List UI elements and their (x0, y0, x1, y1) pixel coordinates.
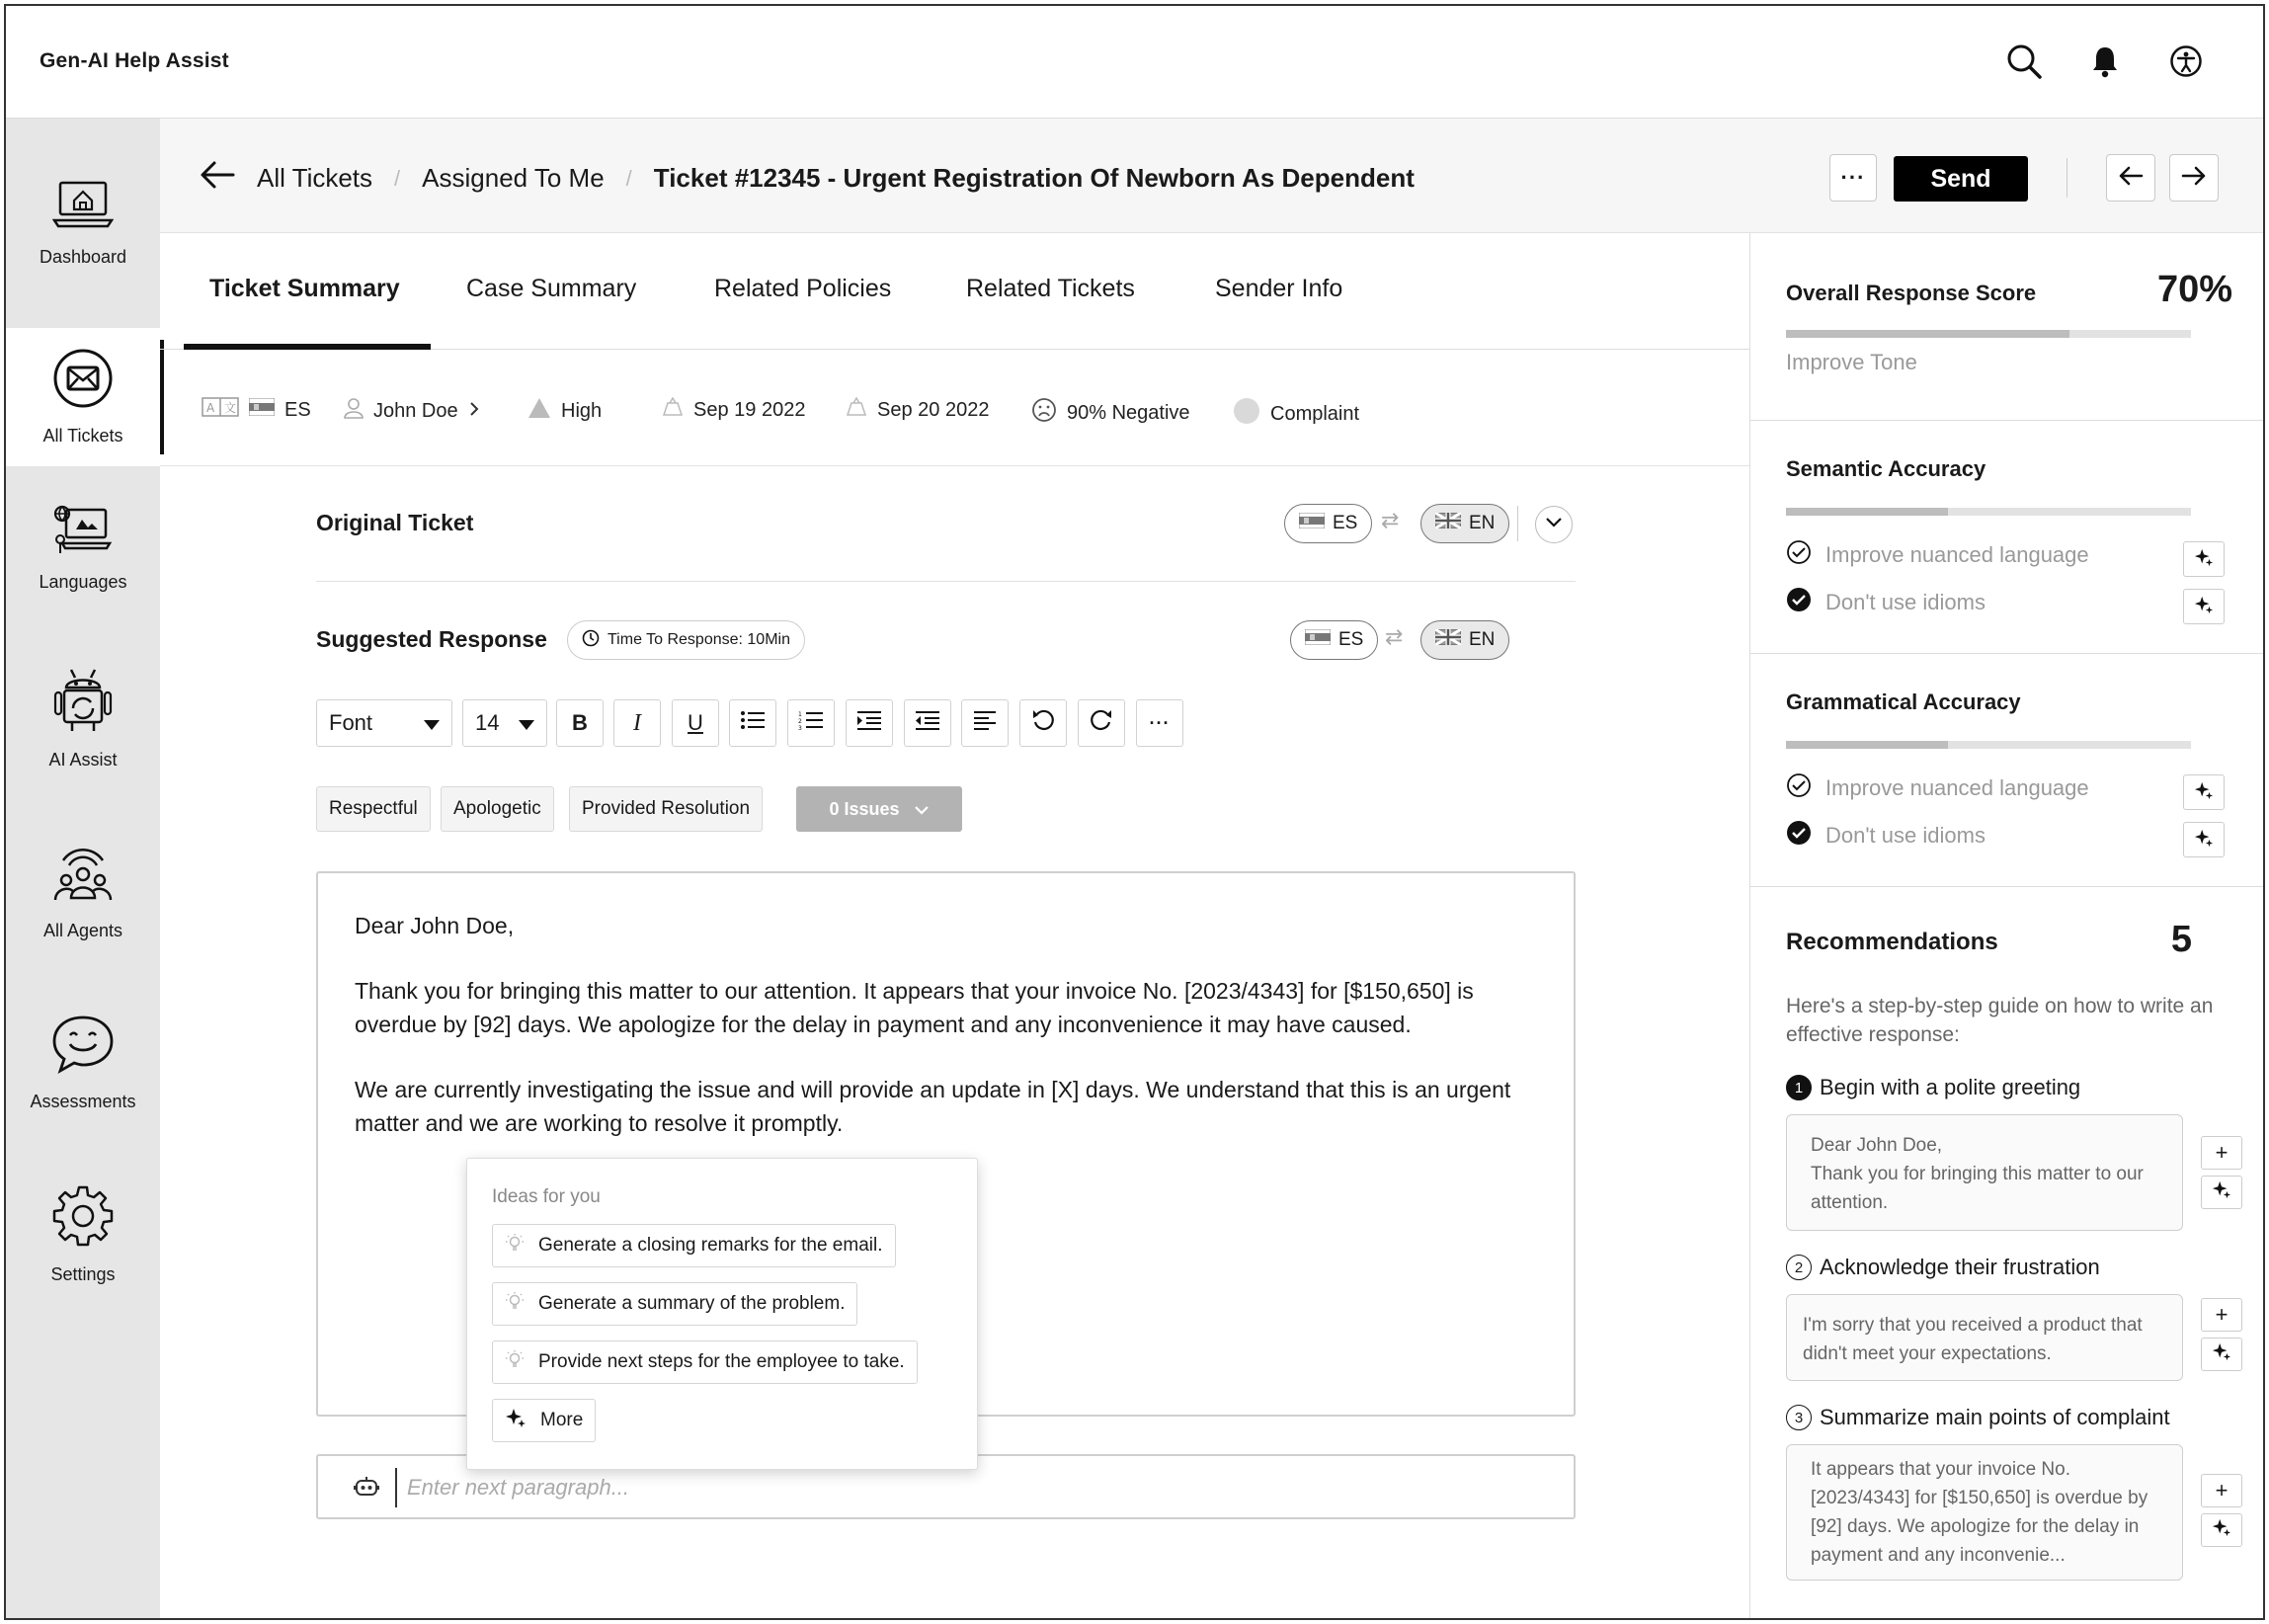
step-3-add-button[interactable] (2201, 1474, 2242, 1507)
sparkle-icon (2194, 828, 2214, 853)
idea-next-steps[interactable] (492, 1340, 918, 1384)
gear-icon (51, 1184, 115, 1253)
font-family-value: Font (329, 710, 373, 735)
redo-button[interactable] (1078, 699, 1125, 747)
original-lang-from[interactable] (1284, 504, 1372, 543)
italic-button[interactable]: I (613, 699, 661, 747)
sparkle-icon (2194, 595, 2214, 619)
step-2-text: I'm sorry that you received a product that didn't meet your expectations. (1786, 1294, 2183, 1381)
tab-bar (160, 233, 1749, 350)
step-number: 3 (1786, 1405, 1812, 1430)
plus-icon: + (2215, 1302, 2228, 1327)
check-circle-outline-icon (1786, 539, 1812, 571)
ideas-more-button[interactable] (492, 1399, 596, 1442)
ideas-popup (466, 1158, 978, 1470)
sparkle-icon (2212, 1517, 2231, 1543)
page-title: Ticket #12345 - Urgent Registration Of Newborn As Dependent (653, 163, 1415, 193)
overall-score-value: 70% (2156, 269, 2232, 310)
breadcrumb-separator: / (625, 165, 632, 191)
numbered-list-icon (798, 710, 824, 736)
undo-button[interactable] (1019, 699, 1067, 747)
svg-text:A: A (206, 401, 215, 415)
arrow-left-icon (2118, 165, 2144, 192)
tab-sender-info[interactable]: Sender Info (1215, 275, 1343, 302)
grammatical-accuracy-title: Grammatical Accuracy (1786, 690, 2021, 714)
tab-related-policies[interactable]: Related Policies (714, 275, 892, 302)
grammatical-fix-button[interactable] (2183, 822, 2225, 857)
semantic-accuracy-section (1750, 421, 2265, 654)
divider (2066, 158, 2067, 198)
semantic-item-idioms (1786, 587, 1985, 618)
lightbulb-icon (505, 1349, 525, 1375)
tag-provided-resolution[interactable]: Provided Resolution (569, 786, 763, 832)
chat-smile-icon (50, 1014, 116, 1080)
overall-score-hint[interactable]: Improve Tone (1786, 350, 1917, 374)
agents-group-icon (51, 845, 115, 909)
meta-due-label: Sep 20 2022 (877, 398, 990, 421)
meta-sentiment-label: 90% Negative (1067, 401, 1190, 424)
ticket-header (160, 119, 2263, 233)
grammatical-item-idioms (1786, 820, 1985, 852)
clock-icon (582, 629, 600, 652)
step-3-generate-button[interactable] (2201, 1513, 2242, 1547)
step-1-add-button[interactable] (2201, 1136, 2242, 1170)
lang-label: ES (1333, 513, 1358, 533)
outdent-button[interactable] (904, 699, 951, 747)
breadcrumb-separator: / (394, 165, 401, 191)
sidebar-item-label: Languages (39, 572, 127, 592)
step-3-title (1786, 1405, 2170, 1430)
response-lang-from[interactable] (1290, 620, 1378, 660)
search-icon[interactable] (2004, 41, 2044, 81)
meta-created-date (662, 397, 805, 423)
svg-text:3: 3 (798, 725, 802, 730)
indent-icon (856, 710, 882, 736)
sidebar-item-label: All Tickets (42, 426, 123, 446)
caret-down-icon (424, 710, 440, 736)
lightbulb-icon (505, 1233, 525, 1259)
sad-face-icon (1031, 397, 1057, 429)
svg-text:1: 1 (798, 711, 802, 718)
sidebar-item-label: Dashboard (39, 247, 127, 267)
overall-score-section (1750, 233, 2265, 421)
sidebar-item-ai-assist[interactable] (6, 648, 160, 786)
editor-greeting: Dear John Doe, (355, 913, 515, 938)
meta-sender[interactable] (344, 397, 480, 425)
send-button[interactable]: Send (1894, 156, 2028, 202)
sidebar (6, 119, 160, 1618)
numbered-list-button[interactable] (787, 699, 835, 747)
sidebar-item-assessments[interactable] (6, 994, 160, 1132)
undo-icon (1031, 708, 1055, 738)
meta-sentiment (1031, 397, 1190, 429)
sparkle-icon (2194, 780, 2214, 805)
idea-label: Generate a closing remarks for the email. (538, 1235, 883, 1256)
chevron-right-icon (468, 400, 480, 423)
align-left-icon (973, 710, 997, 736)
time-to-response-label: Time To Response: 10Min (608, 631, 790, 648)
step-2-generate-button[interactable] (2201, 1338, 2242, 1371)
meta-language-label: ES (284, 398, 311, 421)
divider (1517, 506, 1518, 541)
meta-language (202, 397, 311, 423)
breadcrumb (200, 160, 1415, 197)
lang-label: EN (1469, 629, 1496, 650)
step-title-label: Acknowledge their frustration (1820, 1255, 2100, 1279)
step-2-add-button[interactable] (2201, 1298, 2242, 1332)
warning-icon (527, 397, 551, 425)
previous-ticket-button[interactable] (2106, 154, 2155, 202)
meta-sender-label: John Doe (373, 399, 458, 422)
check-circle-filled-icon (1786, 587, 1812, 618)
ideas-more-label: More (540, 1410, 584, 1430)
user-icon (344, 397, 364, 425)
tab-ticket-summary[interactable]: Ticket Summary (209, 275, 400, 302)
sparkle-icon (2194, 547, 2214, 572)
underline-button[interactable]: U (672, 699, 719, 747)
flag-uk-icon (1435, 513, 1461, 534)
recommendations-count: 5 (2170, 919, 2192, 960)
recommendations-title: Recommendations (1786, 929, 1998, 955)
ticket-meta (160, 350, 1749, 466)
meta-category (1233, 397, 1359, 431)
outdent-icon (915, 710, 940, 736)
flag-es-icon (1305, 629, 1331, 651)
indent-button[interactable] (846, 699, 893, 747)
score-panel (1749, 233, 2265, 1618)
step-number: 1 (1786, 1075, 1812, 1100)
original-ticket-title: Original Ticket (316, 510, 474, 535)
recommendations-intro: Here's a step-by-step guide on how to write an effective response: (1786, 995, 2214, 1046)
semantic-accuracy-title: Semantic Accuracy (1786, 456, 1986, 481)
plus-icon: + (2215, 1478, 2228, 1502)
arrow-right-icon (2181, 165, 2207, 192)
step-2-title (1786, 1255, 2100, 1280)
overall-score-fill (1786, 330, 2069, 338)
step-1-generate-button[interactable] (2201, 1176, 2242, 1209)
response-lang-to[interactable] (1420, 620, 1509, 660)
bold-button[interactable]: B (556, 699, 604, 747)
meta-priority (527, 397, 602, 425)
step-title-label: Summarize main points of complaint (1820, 1405, 2170, 1429)
translate-icon (202, 397, 239, 423)
swap-arrows-icon[interactable]: ⇄ (1381, 508, 1400, 532)
house-laptop-icon (52, 179, 114, 235)
caret-down-icon (519, 710, 534, 736)
font-size-value: 14 (475, 710, 500, 735)
breadcrumb-assigned[interactable]: Assigned To Me (422, 163, 605, 193)
step-1-text: Dear John Doe, Thank you for bringing this matter to our attention. (1786, 1114, 2183, 1231)
robot-icon (52, 664, 114, 738)
meta-due-date (846, 397, 989, 423)
step-1-title (1786, 1075, 2080, 1100)
semantic-fix-button[interactable] (2183, 589, 2225, 624)
sidebar-item-all-tickets[interactable] (6, 328, 160, 466)
grammatical-fix-button[interactable] (2183, 774, 2225, 810)
tab-related-tickets[interactable]: Related Tickets (966, 275, 1135, 302)
grammatical-item-label: Improve nuanced language (1825, 775, 2089, 800)
sidebar-item-label: Settings (50, 1264, 116, 1284)
meta-category-label: Complaint (1270, 402, 1360, 425)
step-3-text: It appears that your invoice No. [2023/4343] for [$150,650] is overdue by [92] days. We apologize for the delay in payment and any inconvenie... (1786, 1444, 2183, 1581)
font-family-select[interactable] (316, 699, 452, 747)
more-tools-button[interactable] (1136, 699, 1183, 747)
redo-icon (1090, 708, 1113, 738)
step-title-label: Begin with a polite greeting (1820, 1075, 2081, 1099)
back-arrow-icon[interactable] (200, 160, 235, 197)
expand-button[interactable] (1535, 506, 1573, 543)
lang-label: EN (1469, 513, 1496, 533)
check-circle-filled-icon (1786, 820, 1812, 852)
grammatical-accuracy-section (1750, 654, 2265, 887)
sidebar-item-languages[interactable] (6, 478, 160, 616)
tab-case-summary[interactable]: Case Summary (466, 275, 637, 302)
original-lang-to[interactable] (1420, 504, 1509, 543)
chevron-down-icon (914, 799, 930, 820)
semantic-accuracy-fill (1786, 508, 1948, 516)
lightbulb-icon (505, 1291, 525, 1317)
sidebar-item-dashboard[interactable] (6, 154, 160, 292)
issues-label: 0 Issues (829, 798, 900, 819)
meta-priority-label: High (561, 399, 603, 422)
sidebar-item-label: All Agents (42, 921, 123, 940)
idea-label: Provide next steps for the employee to take. (538, 1351, 905, 1372)
flag-uk-icon (1435, 629, 1461, 651)
grammatical-accuracy-fill (1786, 741, 1948, 749)
suggested-response-title: Suggested Response (316, 626, 547, 652)
semantic-item-nuanced (1786, 539, 2089, 571)
bullet-list-icon (740, 710, 766, 736)
bell-icon[interactable] (2085, 41, 2125, 81)
plus-icon: + (2215, 1140, 2228, 1165)
app-title: Gen-AI Help Assist (40, 49, 229, 72)
more-dots-icon: ··· (1149, 712, 1171, 733)
grammatical-accuracy-bar (1786, 741, 2191, 749)
ideas-title: Ideas for you (492, 1186, 601, 1207)
sidebar-item-label: Assessments (30, 1092, 136, 1111)
globe-laptop-icon (52, 502, 114, 560)
more-options-button[interactable] (1829, 154, 1877, 202)
overall-score-bar (1786, 330, 2191, 338)
breadcrumb-all-tickets[interactable]: All Tickets (257, 163, 373, 193)
svg-text:文: 文 (224, 401, 237, 415)
top-actions (2004, 41, 2206, 81)
editor-paragraph: We are currently investigating the issue and will provide an update in [X] days. We understand that this is an urgent matter and we are working to resolve it promptly. (355, 1077, 1511, 1136)
tag-respectful[interactable]: Respectful (316, 786, 431, 832)
editor-paragraph: Thank you for bringing this matter to our attention. It appears that your invoice No. [2023/4343] for [$150,650] is overdue by [92] days. We apologize for the delay in payment and any inconvenience it may have caused. (355, 978, 1474, 1037)
sparkle-icon (2212, 1341, 2231, 1367)
semantic-accuracy-bar (1786, 508, 2191, 516)
next-paragraph-input[interactable] (395, 1468, 1531, 1507)
swap-arrows-icon[interactable]: ⇄ (1385, 624, 1404, 649)
sidebar-item-label: AI Assist (48, 750, 118, 770)
idea-problem-summary[interactable] (492, 1282, 857, 1326)
category-dot-icon (1233, 397, 1260, 431)
overall-score-title: Overall Response Score (1786, 281, 2037, 305)
svg-text:2: 2 (798, 718, 802, 725)
next-ticket-button[interactable] (2169, 154, 2219, 202)
robot-icon (354, 1476, 379, 1502)
sparkle-icon (505, 1407, 527, 1434)
font-size-select[interactable] (462, 699, 547, 747)
align-left-button[interactable] (961, 699, 1009, 747)
sidebar-item-settings[interactable] (6, 1166, 160, 1304)
step-number: 2 (1786, 1255, 1812, 1280)
flag-es-icon (249, 398, 275, 422)
accessibility-icon[interactable] (2166, 41, 2206, 81)
idea-closing-remarks[interactable] (492, 1224, 896, 1267)
idea-label: Generate a summary of the problem. (538, 1293, 846, 1314)
time-to-response-badge (567, 620, 805, 660)
semantic-item-label: Improve nuanced language (1825, 542, 2089, 567)
top-bar (6, 6, 2263, 119)
chevron-down-icon (1545, 516, 1563, 533)
calendar-icon (846, 397, 867, 423)
semantic-item-label: Don't use idioms (1825, 590, 1985, 614)
flag-es-icon (1299, 513, 1325, 534)
grammatical-item-nuanced (1786, 772, 2089, 804)
check-circle-outline-icon (1786, 772, 1812, 804)
app-window (4, 4, 2265, 1620)
grammatical-item-label: Don't use idioms (1825, 823, 1985, 848)
bullet-list-button[interactable] (729, 699, 776, 747)
semantic-fix-button[interactable] (2183, 541, 2225, 577)
more-dots-icon: ··· (1840, 165, 1866, 190)
lang-label: ES (1338, 629, 1364, 650)
issues-dropdown[interactable] (796, 786, 962, 832)
divider (316, 581, 1576, 582)
envelope-icon (52, 348, 114, 414)
calendar-icon (662, 397, 684, 423)
meta-created-label: Sep 19 2022 (693, 398, 806, 421)
sidebar-item-all-agents[interactable] (6, 824, 160, 962)
sparkle-icon (2212, 1179, 2231, 1205)
tag-apologetic[interactable]: Apologetic (441, 786, 554, 832)
